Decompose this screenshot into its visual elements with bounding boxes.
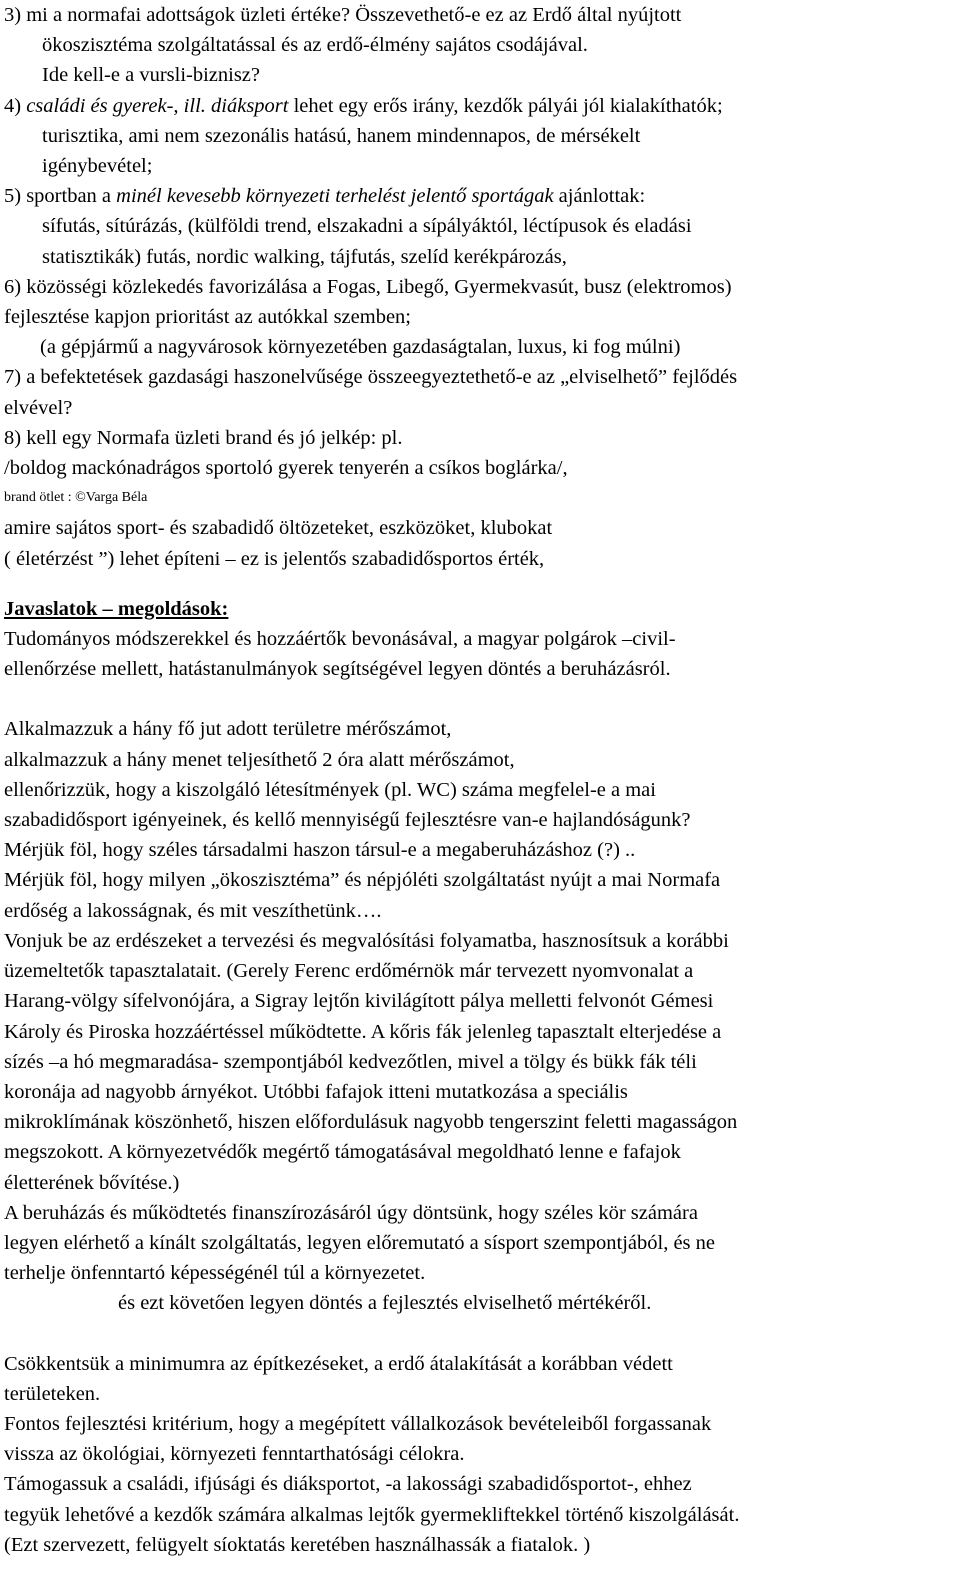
text: ajánlottak: [553, 185, 646, 208]
spacer [4, 684, 954, 714]
italic-phrase: minél kevesebb környezeti terhelést jelentő sportágak [116, 185, 554, 208]
proposal-line: Fontos fejlesztési kritérium, hogy a megépített vállalkozások bevételeiből forgassanak [4, 1412, 712, 1435]
proposal-line: Vonjuk be az erdészeket a tervezési és megvalósítási folyamatba, hasznosítsuk a korábbi [4, 929, 729, 952]
proposal-line: Csökkentsük a minimumra az építkezéseket, a erdő átalakítását a korábban védett [4, 1352, 673, 1375]
proposal-line: területeken. [4, 1382, 101, 1405]
spacer [4, 574, 954, 594]
proposal-line: üzemeltetők tapasztalatait. (Gerely Ferenc erdőmérnök már tervezett nyomvonalat a [4, 960, 694, 983]
list-item-5-line-1 [4, 181, 954, 211]
proposal-line: mikroklímának köszönhető, hiszen előfordulásuk nagyobb tengerszint feletti magasságon [4, 1111, 738, 1134]
list-item-8-line-3: amire sajátos sport- és szabadidő öltözeteket, eszközöket, klubokat [4, 517, 553, 540]
list-item-4-line-2: turisztika, ami nem szezonális hatású, hanem mindennapos, de mérsékelt [42, 124, 641, 147]
text: lehet egy erős irány, kezdők pályái jól kialakíthatók; [288, 94, 723, 117]
proposal-line: Alkalmazzuk a hány fő jut adott területre mérőszámot, [4, 718, 452, 741]
list-item-5-line-2: sífutás, sítúrázás, (külföldi trend, elszakadni a sípályáktól, léctípusok és eladási [42, 215, 692, 238]
proposal-line: tegyük lehetővé a kezdők számára alkalmas lejtők gyermekliftekkel történő kiszolgálását. [4, 1503, 740, 1526]
list-item-8-line-2: /boldog mackónadrágos sportoló gyerek tenyerén a csíkos boglárka/, [4, 457, 568, 480]
list-item-6-line-2: fejlesztése kapjon prioritást az autókkal szemben; [4, 306, 411, 329]
section-heading: Javaslatok – megoldások: [4, 597, 229, 620]
proposal-line: Mérjük föl, hogy széles társadalmi haszon társul-e a megaberuházáshoz (?) .. [4, 839, 636, 862]
list-item-7-line-1: 7) a befektetések gazdasági haszonelvűsége összeegyeztethető-e az „elviselhető” fejlődés [4, 366, 738, 389]
proposal-line: életterének bővítése.) [4, 1171, 180, 1194]
list-item-7-line-2: elvével? [4, 396, 73, 419]
brand-credit: brand ötlet : ©Varga Béla [4, 490, 148, 506]
proposal-line: Harang-völgy sífelvonójára, a Sigray lejtőn kivilágított pálya melletti felvonót Gémesi [4, 990, 714, 1013]
proposal-line: alkalmazzuk a hány menet teljesíthető 2 óra alatt mérőszámot, [4, 748, 515, 771]
proposal-line: erdőség a lakosságnak, és mit veszíthetünk…. [4, 899, 382, 922]
list-item-3-line-1: 3) mi a normafai adottságok üzleti értéke? Összevethető-e ez az Erdő által nyújtott [4, 4, 682, 26]
list-number: 4) [4, 94, 27, 117]
proposal-line: A beruházás és működtetés finanszírozásáról úgy döntsünk, hogy széles kör számára [4, 1201, 698, 1224]
text: 5) sportban a [4, 185, 117, 208]
list-item-6-line-3: (a gépjármű a nagyvárosok környezetében gazdaságtalan, luxus, ki fog múlni) [40, 336, 681, 359]
proposal-line: vissza az ökológiai, környezeti fenntarthatósági célokra. [4, 1443, 465, 1466]
proposal-line: sízés –a hó megmaradása- szempontjából kedvezőtlen, mivel a tölgy és bükk fák téli [4, 1050, 697, 1073]
list-item-8-line-4: ( életérzést ”) lehet építeni – ez is jelentős szabadidősportos érték, [4, 547, 545, 570]
proposal-line: terhelje önfenntartó képességénél túl a környezetet. [4, 1262, 426, 1285]
list-item-4-line-3: igénybevétel; [42, 155, 153, 178]
proposal-line: legyen elérhető a kínált szolgáltatás, legyen előremutató a sísport szempontjából, és ne [4, 1231, 716, 1254]
proposal-line: szabadidősport igényeinek, és kellő mennyiségű fejlesztésre van-e hajlandóságunk? [4, 809, 691, 832]
proposal-line: Támogassuk a családi, ifjúsági és diáksportot, -a lakossági szabadidősportot-, ehhez [4, 1473, 692, 1496]
proposal-line: Károly és Piroska hozzáértéssel működtette. A kőris fák jelenleg tapasztalt elterjedése a [4, 1020, 722, 1043]
list-item-6-line-1: 6) közösségi közlekedés favorizálása a Fogas, Libegő, Gyermekvasút, busz (elektromos) [4, 275, 732, 298]
proposal-line: Mérjük föl, hogy milyen „ökoszisztéma” és népjóléti szolgáltatást nyújt a mai Normafa [4, 869, 721, 892]
proposal-line: ellenőrzése mellett, hatástanulmányok segítségével legyen döntés a beruházásról. [4, 658, 671, 681]
spacer [4, 1319, 954, 1349]
italic-phrase: családi és gyerek-, ill. diáksport [26, 94, 289, 117]
proposal-line: és ezt követően legyen döntés a fejlesztés elviselhető mértékéről. [118, 1292, 652, 1315]
list-item-3-line-3: Ide kell-e a vursli-biznisz? [42, 64, 261, 87]
list-item-5-line-3: statisztikák) futás, nordic walking, tájfutás, szelíd kerékpározás, [42, 245, 567, 268]
proposal-line: (Ezt szervezett, felügyelt síoktatás keretében használhassák a fiatalok. ) [4, 1533, 591, 1556]
list-item-4-line-1 [4, 91, 954, 121]
list-item-3-line-2: ökoszisztéma szolgáltatással és az erdő-élmény sajátos csodájával. [42, 34, 588, 57]
proposal-line: megszokott. A környezetvédők megértő támogatásával megoldható lenne e fafajok [4, 1141, 681, 1164]
proposal-line: Tudományos módszerekkel és hozzáértők bevonásával, a magyar polgárok –civil- [4, 628, 676, 651]
proposal-line: ellenőrizzük, hogy a kiszolgáló létesítmények (pl. WC) száma megfelel-e a mai [4, 778, 656, 801]
list-item-8-line-1: 8) kell egy Normafa üzleti brand és jó jelkép: pl. [4, 426, 403, 449]
proposal-line: koronája ad nagyobb árnyékot. Utóbbi fafajok itteni mutatkozása a speciális [4, 1080, 628, 1103]
